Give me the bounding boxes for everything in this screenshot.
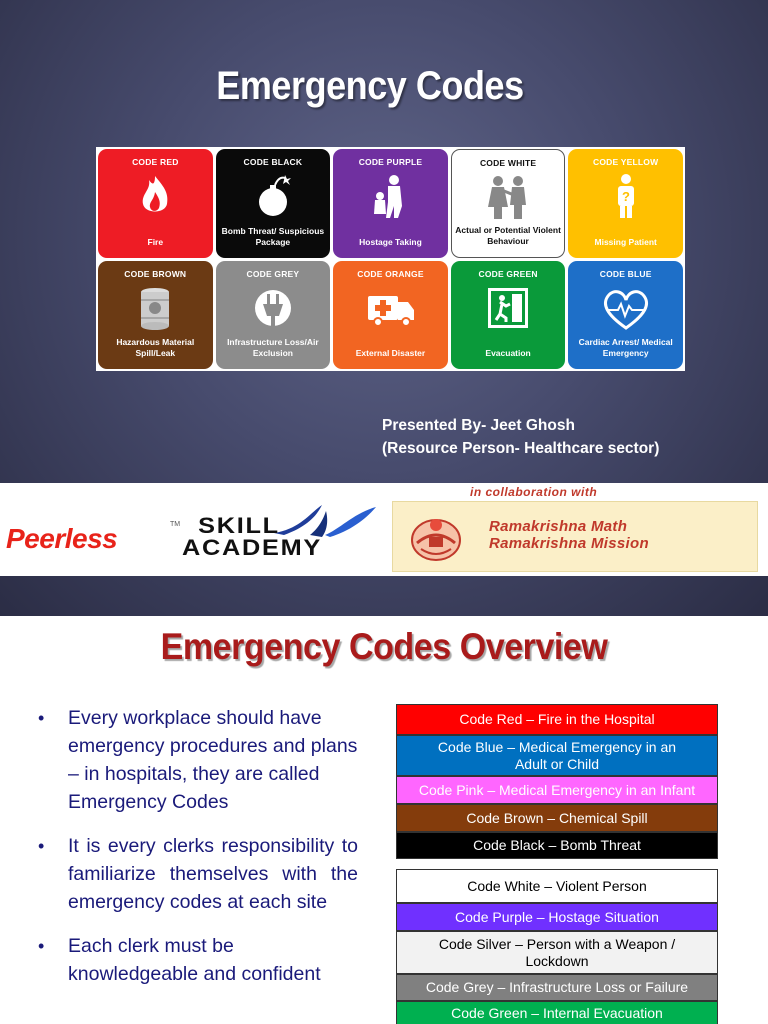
- code-tile-desc: Hostage Taking: [359, 236, 422, 247]
- code-tile-purple: [333, 149, 448, 258]
- legend-row-text: Code Silver – Person with a Weapon /: [438, 935, 676, 952]
- code-tile-name: CODE GREEN: [478, 268, 538, 279]
- code-tile-green: [451, 261, 566, 370]
- code-tile-desc: Cardiac Arrest/ Medical Emergency: [578, 337, 673, 358]
- code-tile-desc: Bomb Threat/ Suspicious Package: [221, 225, 325, 247]
- legend-row-text: Code Black – Bomb Threat: [473, 837, 641, 853]
- legend-row: [396, 735, 718, 776]
- presenter-info: [382, 414, 659, 460]
- code-tile-name: CODE WHITE: [479, 158, 537, 168]
- bullet-dot-icon: •: [38, 936, 45, 956]
- legend-row-text: Code Blue – Medical Emergency in an: [437, 738, 677, 755]
- code-tile-blue: [568, 261, 683, 370]
- legend-row-text: Code Green – Internal Evacuation: [451, 1004, 663, 1021]
- skill-text: SKILL: [198, 513, 280, 538]
- peerless-logo-text: Peerless: [6, 523, 118, 554]
- code-tile-name: CODE YELLOW: [593, 157, 659, 167]
- legend-row: [396, 869, 718, 903]
- code-tile-grey: [216, 261, 331, 370]
- legend-row: [396, 804, 718, 832]
- legend-row-text: Code White – Violent Person: [467, 877, 647, 894]
- code-tile-black: [216, 149, 331, 258]
- bullet-text: It is every clerks responsibility to familiarize themselves with the emergency codes at each site: [68, 835, 358, 913]
- code-tile-desc: Hazardous Material Spill/Leak: [116, 337, 195, 358]
- code-tile-desc: Missing Patient: [594, 236, 657, 247]
- bullet-list: [38, 704, 358, 1004]
- rkm-text: [489, 518, 649, 552]
- violence-icon: [482, 173, 534, 221]
- rkm-mission-text: Ramakrishna Mission: [489, 535, 649, 552]
- legend-row-text: Code Grey – Infrastructure Loss or Failure: [425, 979, 689, 995]
- legend-row: [396, 776, 718, 804]
- plug-icon: [247, 284, 299, 332]
- code-tile-yellow: [568, 149, 683, 258]
- bullet-item: [38, 704, 358, 816]
- rkm-emblem-icon: [409, 513, 463, 563]
- ambulance-icon: [364, 284, 416, 332]
- slide-title: Emergency Codes: [216, 64, 524, 108]
- bullet-text: Each clerk must be knowledgeable and confident: [68, 935, 321, 985]
- legend-row-text: Lockdown: [525, 952, 589, 969]
- bullet-dot-icon: •: [38, 708, 45, 728]
- logo-band: [0, 483, 768, 576]
- code-tile-desc: Actual or Potential Violent Behaviour: [455, 224, 561, 246]
- code-tile-name: CODE RED: [132, 157, 179, 167]
- legend-row: [396, 903, 718, 931]
- code-tile-name: CODE BROWN: [124, 268, 187, 279]
- bullet-item: [38, 932, 358, 988]
- code-tile-name: CODE BLACK: [243, 157, 303, 167]
- code-tile-name: CODE GREY: [246, 268, 300, 279]
- legend-row: [396, 832, 718, 859]
- presenter-name: Presented By- Jeet Ghosh: [382, 417, 575, 434]
- overview-title: Emergency Codes Overview: [160, 626, 608, 667]
- hostage-icon: [364, 172, 416, 220]
- bullet-item: [38, 832, 358, 916]
- rkm-math-text: Ramakrishna Math: [489, 518, 628, 535]
- code-tile-desc: Infrastructure Loss/Air Exclusion: [227, 337, 319, 358]
- code-tile-name: CODE ORANGE: [357, 268, 424, 279]
- overview-slide: [0, 616, 768, 1024]
- legend-row-text: Code Red – Fire in the Hospital: [459, 711, 655, 727]
- skill-academy-logo: [182, 515, 322, 559]
- legend-row: [396, 1001, 718, 1024]
- heart-icon: [600, 284, 652, 332]
- legend-row-text: Adult or Child: [514, 755, 600, 772]
- code-tile-brown: [98, 261, 213, 370]
- exit-icon: [482, 284, 534, 332]
- bullet-dot-icon: •: [38, 836, 45, 856]
- collaboration-text: in collaboration with: [470, 485, 598, 499]
- legend-row-text: Code Pink – Medical Emergency in an Infant: [418, 781, 696, 798]
- code-tile-name: CODE BLUE: [599, 268, 652, 279]
- legend-row-text: Code Brown – Chemical Spill: [466, 809, 648, 826]
- legend-row: [396, 974, 718, 1001]
- missing-person-icon: [600, 172, 652, 220]
- legend-row: [396, 704, 718, 735]
- bomb-icon: [247, 172, 299, 220]
- code-tile-white: [451, 149, 566, 258]
- fire-icon: [129, 172, 181, 220]
- bullet-text: Every workplace should have emergency procedures and plans – in hospitals, they are called Emergency Codes: [68, 707, 358, 813]
- svg-text:?: ?: [621, 189, 630, 204]
- legend-row: [396, 931, 718, 974]
- legend-row-text: Code Purple – Hostage Situation: [455, 908, 659, 925]
- hazard-barrel-icon: [129, 284, 181, 332]
- presenter-role: (Resource Person- Healthcare sector): [382, 440, 660, 457]
- code-tile-desc: Fire: [147, 236, 164, 247]
- code-tile-red: [98, 149, 213, 258]
- rkm-logo-box: [392, 501, 758, 572]
- code-tile-name: CODE PURPLE: [358, 157, 423, 167]
- code-tile-desc: External Disaster: [355, 348, 426, 358]
- trademark-mark: TM: [170, 521, 181, 528]
- code-tile-orange: [333, 261, 448, 370]
- code-tile-desc: Evacuation: [485, 348, 531, 358]
- emergency-codes-grid: [96, 147, 685, 371]
- academy-text: ACADEMY: [182, 535, 322, 560]
